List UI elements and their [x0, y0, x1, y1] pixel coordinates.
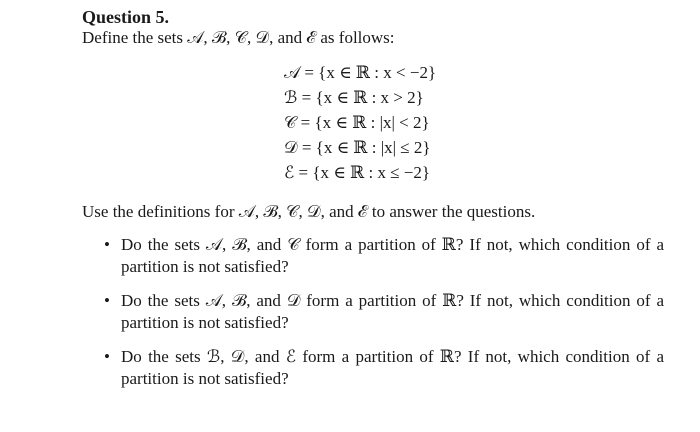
question-title: Question 5. [82, 7, 170, 27]
list-item [104, 290, 664, 334]
list-item-question-continued: partition is not satisfied? [121, 313, 289, 332]
question-intro: Define the sets 𝒜, ℬ, 𝒞, 𝒟, and ℰ as follows: [82, 28, 395, 47]
instructions-text: Use the definitions for 𝒜, ℬ, 𝒞, 𝒟, and ℰ to answer the questions. [82, 202, 536, 221]
question-list [104, 234, 664, 402]
bullet-icon: • [104, 291, 110, 310]
list-item-question: Do the sets ℬ, 𝒟, and ℰ form a partition of ℝ? If not, which condition of a [121, 347, 664, 366]
list-item [104, 234, 664, 278]
definition-set-b: ℬ = {x ∈ ℝ : x > 2} [284, 88, 424, 107]
definition-set-d: 𝒟 = {x ∈ ℝ : |x| ≤ 2} [284, 138, 431, 157]
list-item-question-continued: partition is not satisfied? [121, 257, 289, 276]
bullet-icon: • [104, 347, 110, 366]
list-item-question: Do the sets 𝒜, ℬ, and 𝒟 form a partition of ℝ? If not, which condition of a [121, 291, 664, 310]
list-item-question: Do the sets 𝒜, ℬ, and 𝒞 form a partition of ℝ? If not, which condition of a [121, 235, 664, 254]
definition-set-a: 𝒜 = {x ∈ ℝ : x < −2} [284, 63, 437, 82]
list-item [104, 346, 664, 390]
definition-set-e: ℰ = {x ∈ ℝ : x ≤ −2} [284, 163, 431, 182]
definition-set-c: 𝒞 = {x ∈ ℝ : |x| < 2} [284, 113, 430, 132]
set-definitions [284, 60, 436, 185]
list-item-question-continued: partition is not satisfied? [121, 369, 289, 388]
bullet-icon: • [104, 235, 110, 254]
